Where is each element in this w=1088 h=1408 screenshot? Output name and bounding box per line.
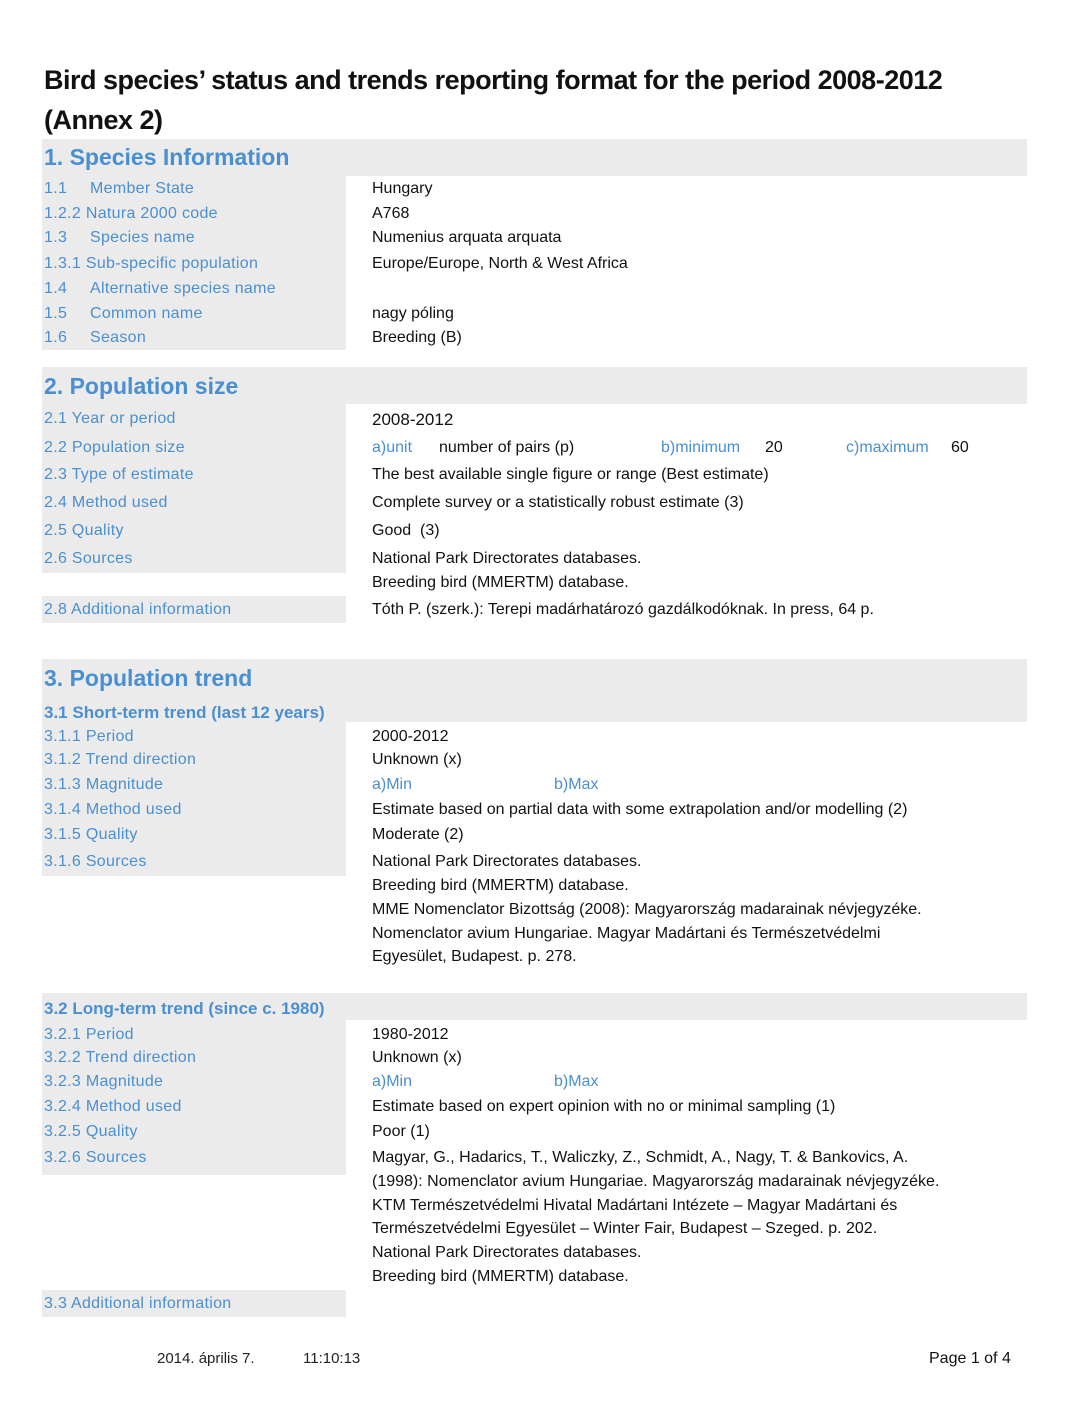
title-line-1: Bird species’ status and trends reporting format for the period 2008-2012 xyxy=(44,65,943,95)
row-season-value: Breeding (B) xyxy=(372,329,462,346)
sources-label: 2.6 Sources xyxy=(44,550,133,567)
method-used-label: 2.4 Method used xyxy=(44,494,168,511)
long-method-label: 3.2.4 Method used xyxy=(44,1098,182,1115)
unit-key: a)unit xyxy=(372,439,413,456)
additional-info-label: 2.8 Additional information xyxy=(44,601,232,618)
row-number: 1.5 xyxy=(44,305,68,322)
row-number: 1.2.2 xyxy=(44,205,82,222)
long-quality-value: Poor (1) xyxy=(372,1123,430,1140)
quality-value: Good (3) xyxy=(372,522,440,539)
maximum-value: 60 xyxy=(951,439,969,456)
maximum-key: c)maximum xyxy=(846,439,929,456)
long-period-value: 1980-2012 xyxy=(372,1026,449,1043)
long-min-key: a)Min xyxy=(372,1073,413,1090)
row-subspecific-label xyxy=(44,255,258,273)
long-sources-label: 3.2.6 Sources xyxy=(44,1149,147,1166)
row-species-name-value: Numenius arquata arquata xyxy=(372,229,562,246)
row-natura-code-label xyxy=(44,205,218,223)
long-method-value: Estimate based on expert opinion with no or minimal sampling (1) xyxy=(372,1098,836,1115)
short-direction-value: Unknown (x) xyxy=(372,751,462,768)
section-2-title: 2. Population size xyxy=(44,373,239,399)
short-sources-line-1: National Park Directorates databases. xyxy=(372,853,642,870)
footer-time: 11:10:13 xyxy=(303,1350,361,1367)
short-quality-label: 3.1.5 Quality xyxy=(44,826,138,843)
long-direction-value: Unknown (x) xyxy=(372,1049,462,1066)
row-number: 1.3.1 xyxy=(44,255,82,272)
sources-line-1: National Park Directorates databases. xyxy=(372,550,642,567)
short-sources-line-2: Breeding bird (MMERTM) database. xyxy=(372,877,629,894)
row-label: Alternative species name xyxy=(90,280,276,297)
long-quality-label: 3.2.5 Quality xyxy=(44,1123,138,1140)
row-season-label xyxy=(44,329,146,347)
row-number: 1.6 xyxy=(44,329,68,346)
footer-date: 2014. április 7. xyxy=(157,1350,255,1367)
long-sources-line-3: KTM Természetvédelmi Hivatal Madártani Intézete – Magyar Madártani és xyxy=(372,1197,898,1214)
row-label: Species name xyxy=(90,229,195,246)
row-natura-code-value: A768 xyxy=(372,205,410,222)
row-label: Sub-specific population xyxy=(85,255,259,272)
row-label: Natura 2000 code xyxy=(85,205,218,222)
minimum-key: b)minimum xyxy=(661,439,741,456)
short-method-value: Estimate based on partial data with some extrapolation and/or modelling (2) xyxy=(372,801,908,818)
row-label: Member State xyxy=(90,180,195,197)
row-species-name-label xyxy=(44,229,195,247)
title-line-2: (Annex 2) xyxy=(44,105,163,135)
short-max-key: b)Max xyxy=(554,776,599,793)
row-alt-species-label xyxy=(44,280,276,298)
short-method-label: 3.1.4 Method used xyxy=(44,801,182,818)
trend-additional-info-label: 3.3 Additional information xyxy=(44,1295,232,1312)
section-3-title: 3. Population trend xyxy=(44,665,253,691)
row-common-name-value: nagy póling xyxy=(372,305,454,322)
short-sources-line-5: Egyesület, Budapest. p. 278. xyxy=(372,948,577,965)
row-subspecific-value: Europe/Europe, North & West Africa xyxy=(372,255,628,272)
unit-value: number of pairs (p) xyxy=(439,439,575,456)
short-period-value: 2000-2012 xyxy=(372,728,449,745)
row-number: 1.3 xyxy=(44,229,68,246)
sources-line-2: Breeding bird (MMERTM) database. xyxy=(372,574,629,591)
short-min-key: a)Min xyxy=(372,776,413,793)
population-size-label: 2.2 Population size xyxy=(44,439,185,456)
year-period-value: 2008-2012 xyxy=(372,410,454,429)
long-sources-line-4: Természetvédelmi Egyesület – Winter Fair, Budapest – Szeged. p. 202. xyxy=(372,1220,878,1237)
row-label: Common name xyxy=(90,305,203,322)
section-2-label-column xyxy=(42,404,346,573)
row-label: Season xyxy=(90,329,147,346)
footer-page-number: Page 1 of 4 xyxy=(929,1350,1011,1367)
long-sources-line-5: National Park Directorates databases. xyxy=(372,1244,642,1261)
method-used-value: Complete survey or a statistically robust estimate (3) xyxy=(372,494,744,511)
long-magnitude-label: 3.2.3 Magnitude xyxy=(44,1073,164,1090)
section-1-title: 1. Species Information xyxy=(44,144,290,170)
short-sources-line-4: Nomenclator avium Hungariae. Magyar Madártani és Természetvédelmi xyxy=(372,925,881,942)
long-sources-line-6: Breeding bird (MMERTM) database. xyxy=(372,1268,629,1285)
additional-info-value: Tóth P. (szerk.): Terepi madárhatározó gazdálkodóknak. In press, 64 p. xyxy=(372,601,874,618)
long-sources-line-1: Magyar, G., Hadarics, T., Waliczky, Z., Schmidt, A., Nagy, T. & Bankovics, A. xyxy=(372,1149,909,1166)
row-member-state-value: Hungary xyxy=(372,180,433,197)
short-magnitude-label: 3.1.3 Magnitude xyxy=(44,776,164,793)
row-member-state-label xyxy=(44,180,194,198)
row-number: 1.1 xyxy=(44,180,68,197)
short-period-label: 3.1.1 Period xyxy=(44,728,134,745)
type-estimate-label: 2.3 Type of estimate xyxy=(44,466,194,483)
short-quality-value: Moderate (2) xyxy=(372,826,464,843)
year-period-label: 2.1 Year or period xyxy=(44,410,176,427)
long-direction-label: 3.2.2 Trend direction xyxy=(44,1049,197,1066)
minimum-value: 20 xyxy=(765,439,783,456)
long-period-label: 3.2.1 Period xyxy=(44,1026,134,1043)
long-term-title: 3.2 Long-term trend (since c. 1980) xyxy=(44,999,325,1018)
short-sources-label: 3.1.6 Sources xyxy=(44,853,147,870)
row-common-name-label xyxy=(44,305,203,323)
page-title xyxy=(44,60,1044,140)
long-max-key: b)Max xyxy=(554,1073,599,1090)
row-number: 1.4 xyxy=(44,280,68,297)
quality-label: 2.5 Quality xyxy=(44,522,124,539)
short-term-title: 3.1 Short-term trend (last 12 years) xyxy=(44,703,325,722)
long-sources-line-2: (1998): Nomenclator avium Hungariae. Magyarország madarainak névjegyzéke. xyxy=(372,1173,940,1190)
type-estimate-value: The best available single figure or range (Best estimate) xyxy=(372,466,769,483)
short-sources-line-3: MME Nomenclator Bizottság (2008): Magyarország madarainak névjegyzéke. xyxy=(372,901,922,918)
short-direction-label: 3.1.2 Trend direction xyxy=(44,751,197,768)
